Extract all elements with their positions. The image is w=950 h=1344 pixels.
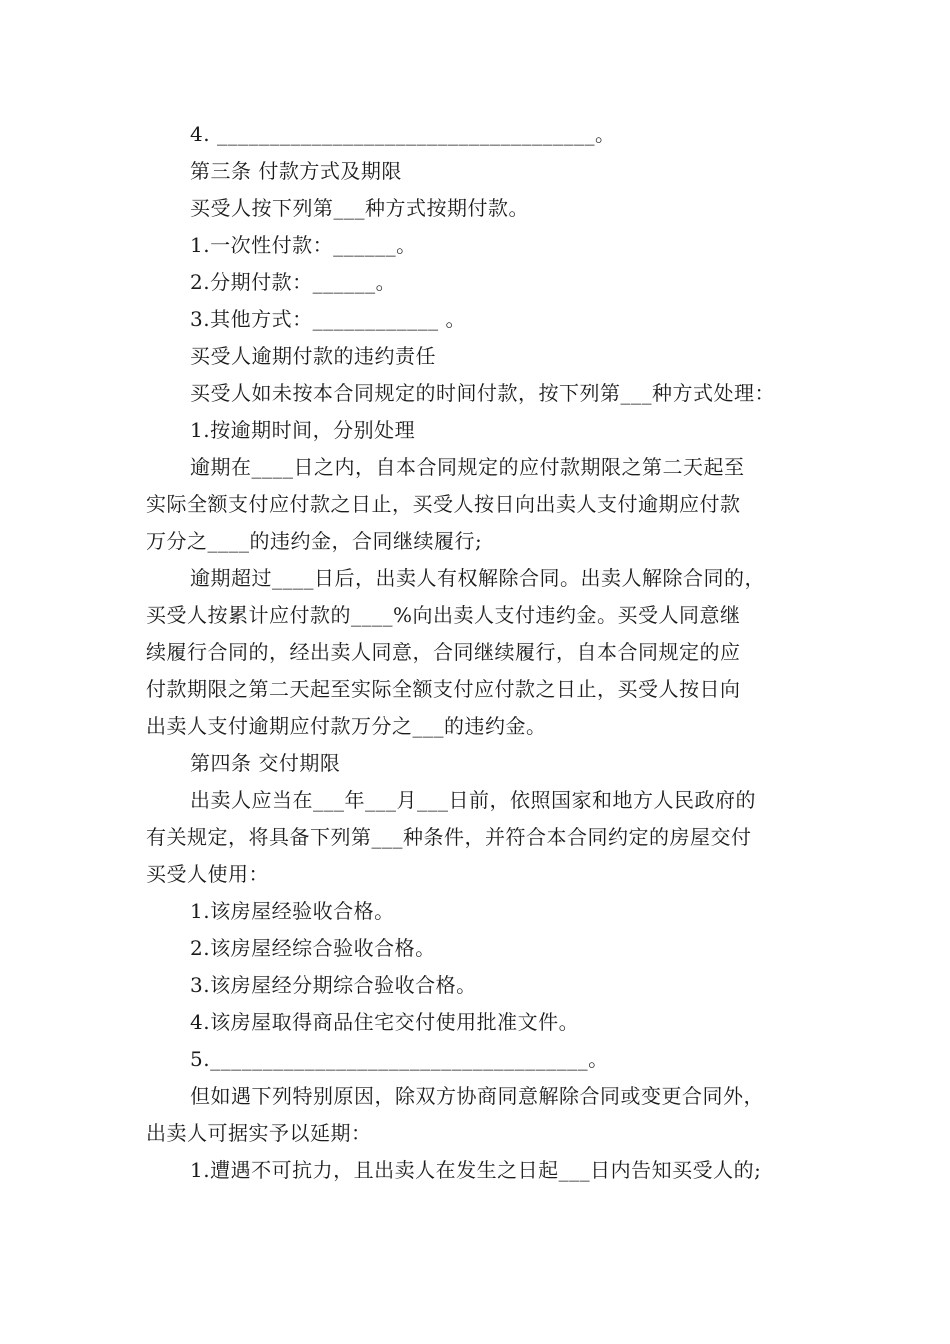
paragraph-line: 逾期超过____日后，出卖人有权解除合同。出卖人解除合同的， — [190, 566, 765, 590]
overdue-exceed-paragraph — [146, 560, 810, 745]
late-payment-intro: 买受人如未按本合同规定的时间付款，按下列第___种方式处理： — [190, 381, 775, 405]
paragraph-line: 出卖人应当在___年___月___日前，依照国家和地方人民政府的 — [190, 788, 756, 812]
overdue-within-paragraph — [146, 449, 810, 560]
paragraph-line: 出卖人可据实予以延期： — [146, 1121, 372, 1145]
document-page — [146, 116, 810, 1189]
item-4-blank-line: 4. ____________________________________。 — [190, 122, 616, 146]
late-payment-heading: 买受人逾期付款的违约责任 — [190, 344, 436, 368]
delivery-condition-5: 5.____________________________________。 — [190, 1047, 609, 1071]
delivery-condition-4: 4.该房屋取得商品住宅交付使用批准文件。 — [190, 1010, 580, 1034]
article-4-heading: 第四条 交付期限 — [190, 751, 341, 775]
article-3-heading: 第三条 付款方式及期限 — [190, 159, 402, 183]
delivery-deadline-paragraph — [146, 782, 810, 893]
payment-option-other: 3.其他方式：____________ 。 — [190, 307, 466, 331]
extension-paragraph — [146, 1078, 810, 1152]
extension-reason-1: 1.遭遇不可抗力，且出卖人在发生之日起___日内告知买受人的; — [190, 1158, 762, 1182]
paragraph-line: 出卖人支付逾期应付款万分之___的违约金。 — [146, 714, 547, 738]
paragraph-line: 买受人按累计应付款的____%向出卖人支付违约金。买受人同意继 — [146, 603, 741, 627]
delivery-condition-3: 3.该房屋经分期综合验收合格。 — [190, 973, 477, 997]
paragraph-line: 逾期在____日之内，自本合同规定的应付款期限之第二天起至 — [190, 455, 745, 479]
paragraph-line: 续履行合同的，经出卖人同意，合同继续履行，自本合同规定的应 — [146, 640, 741, 664]
delivery-condition-1: 1.该房屋经验收合格。 — [190, 899, 395, 923]
late-payment-option-1: 1.按逾期时间，分别处理 — [190, 418, 416, 442]
payment-option-lump-sum: 1.一次性付款：______。 — [190, 233, 417, 257]
paragraph-line: 有关规定，将具备下列第___种条件，并符合本合同约定的房屋交付 — [146, 825, 752, 849]
paragraph-line: 但如遇下列特别原因，除双方协商同意解除合同或变更合同外， — [190, 1084, 764, 1108]
paragraph-line: 买受人使用： — [146, 862, 269, 886]
paragraph-line: 万分之____的违约金，合同继续履行; — [146, 529, 483, 553]
paragraph-line: 付款期限之第二天起至实际全额支付应付款之日止，买受人按日向 — [146, 677, 741, 701]
payment-option-installment: 2.分期付款：______。 — [190, 270, 397, 294]
paragraph-line: 实际全额支付应付款之日止，买受人按日向出卖人支付逾期应付款 — [146, 492, 741, 516]
delivery-condition-2: 2.该房屋经综合验收合格。 — [190, 936, 436, 960]
payment-method-choice: 买受人按下列第___种方式按期付款。 — [190, 196, 529, 220]
